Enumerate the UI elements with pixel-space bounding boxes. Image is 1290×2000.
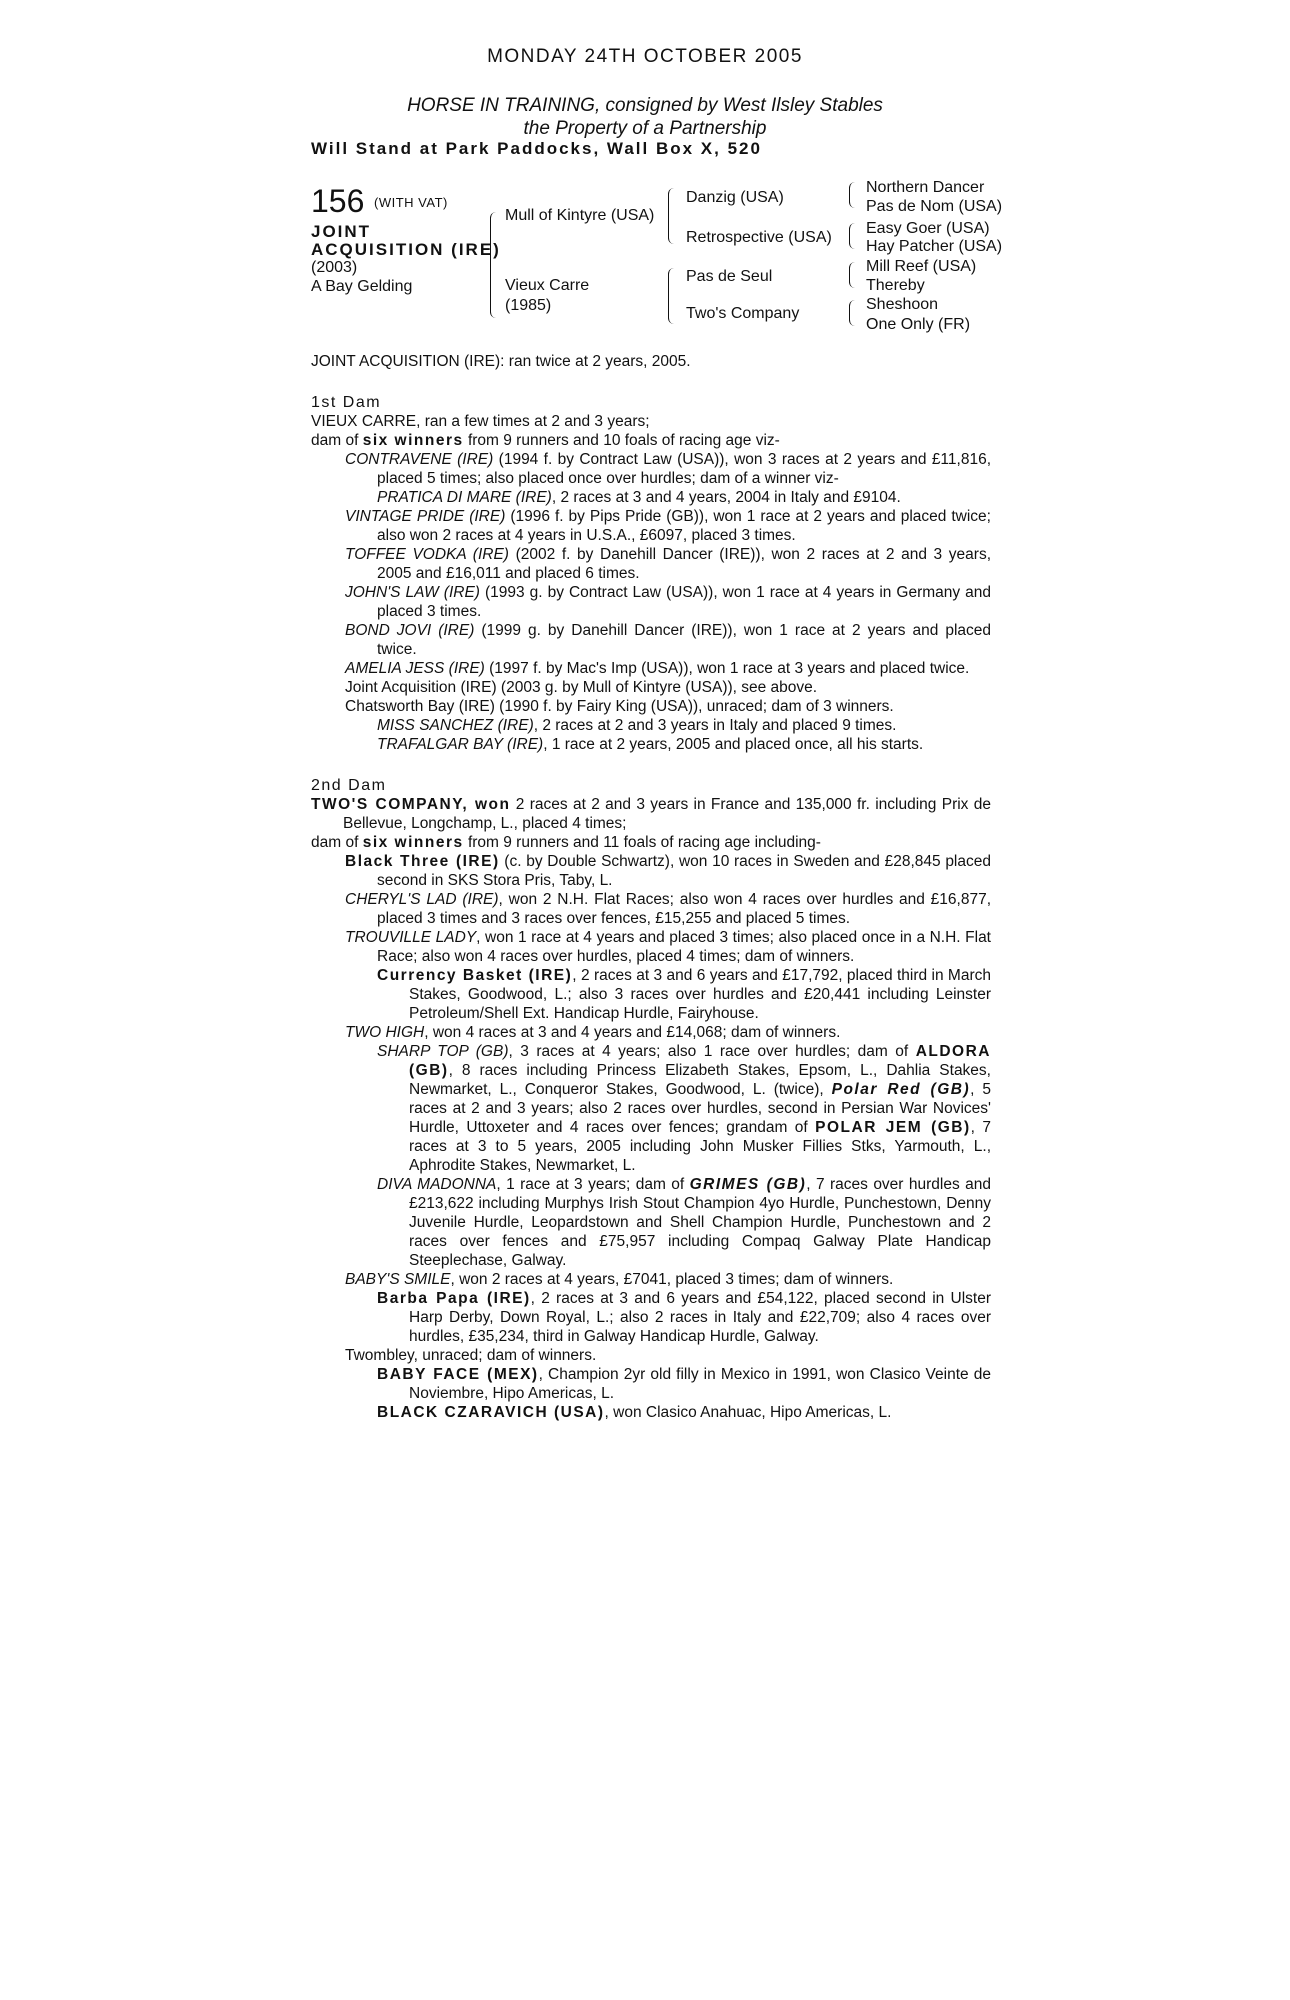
- pedigree-sire-sire: Danzig (USA): [686, 189, 784, 206]
- foaling-year: (2003): [311, 259, 358, 276]
- stand-location: Will Stand at Park Paddocks, Wall Box X, 520: [311, 139, 762, 158]
- produce-entry: CONTRAVENE (IRE) (1994 f. by Contract Law (USA)), won 3 races at 2 years and £11,816, placed 5 times; also placed once over hurdles; dam of a winner viz-: [345, 451, 991, 487]
- produce-entry: TRAFALGAR BAY (IRE), 1 race at 2 years, 2005 and placed once, all his starts.: [377, 736, 924, 753]
- produce-entry: Black Three (IRE) (c. by Double Schwartz), won 10 races in Sweden and £28,845 placed second in SKS Stora Pris, Taby, L.: [345, 853, 991, 889]
- pedigree-brace-dam: [668, 268, 676, 324]
- lot-number: 156: [311, 183, 365, 219]
- pedigree-sire-dam: Retrospective (USA): [686, 229, 832, 246]
- produce-entry: CHERYL'S LAD (IRE), won 2 N.H. Flat Races; also won 4 races over hurdles and £16,877, placed 3 times and 3 races over fences, £15,255 and placed 5 times.: [345, 891, 992, 927]
- produce-entry: TWO HIGH, won 4 races at 3 and 4 years and £14,068; dam of winners.: [345, 1024, 841, 1041]
- first-dam-heading: 1st Dam: [311, 394, 382, 411]
- produce-entry: AMELIA JESS (IRE) (1997 f. by Mac's Imp (USA)), won 1 race at 3 years and placed twice.: [345, 660, 970, 677]
- produce-entry: SHARP TOP (GB), 3 races at 4 years; also 1 race over hurdles; dam of ALDORA (GB), 8 races including Princess Elizabeth Stakes, Epsom, L., Dahlia Stakes, Newmarket, L., Conqueror Stakes, Goodwood, L. (twice), Polar Red (GB), 5 races at 2 and 3 years; also 2 races over hurdles, second in Persian War Novices' Hurdle, Uttoxeter and 4 races over fences; grandam of POLAR JEM (GB), 7 races at 3 to 5 years, 2005 including John Musker Fillies Stks, Yarmouth, L., Aphrodite Stakes, Newmarket, L.: [377, 1043, 991, 1174]
- pedigree-dam: Vieux Carre: [505, 277, 590, 294]
- ownership-line: the Property of a Partnership: [523, 118, 767, 139]
- produce-entry: Joint Acquisition (IRE) (2003 g. by Mull of Kintyre (USA)), see above.: [345, 679, 818, 696]
- produce-entry: Twombley, unraced; dam of winners.: [345, 1347, 597, 1364]
- produce-entry: Barba Papa (IRE), 2 races at 3 and 6 years and £54,122, placed second in Ulster Harp Derby, Down Royal, L.; also 2 races in Italy and £22,709; also 4 races over hurdles, £35,234, third in Galway Handicap Hurdle, Galway.: [377, 1290, 991, 1345]
- produce-entry: Chatsworth Bay (IRE) (1990 f. by Fairy King (USA)), unraced; dam of 3 winners.: [345, 698, 894, 715]
- pedigree-sss: Northern Dancer: [866, 179, 985, 196]
- pedigree-brace-ss: [849, 182, 856, 208]
- pedigree-ssd: Pas de Nom (USA): [866, 198, 1003, 215]
- produce-entry: BLACK CZARAVICH (USA), won Clasico Anahuac, Hipo Americas, L.: [377, 1404, 892, 1421]
- produce-entry: BABY'S SMILE, won 2 races at 4 years, £7041, placed 3 times; dam of winners.: [345, 1271, 894, 1288]
- vat-note: (WITH VAT): [374, 195, 448, 210]
- horse-name-line1: JOINT: [311, 222, 372, 241]
- pedigree-brace-sire: [668, 188, 676, 244]
- race-summary: JOINT ACQUISITION (IRE): ran twice at 2 years, 2005.: [311, 353, 691, 370]
- catalogue-body: [311, 352, 991, 1422]
- produce-entry: DIVA MADONNA, 1 race at 3 years; dam of GRIMES (GB), 7 races over hurdles and £213,622 including Murphys Irish Stout Champion 4yo Hurdle, Punchestown, Denny Juvenile Hurdle, Leopardstown and Shell Champion Hurdle, Punchestown and 2 races over fences and £75,957 including Compaq Galway Plate Handicap Steeplechase, Galway.: [377, 1176, 991, 1269]
- pedigree-dsd: Thereby: [866, 277, 925, 294]
- pedigree-dam-sire: Pas de Seul: [686, 268, 773, 285]
- produce-entry: TROUVILLE LADY, won 1 race at 4 years and placed 3 times; also placed once in a N.H. Flat Race; also won 4 races over hurdles, placed 4 times; dam of winners.: [345, 929, 991, 965]
- second-dam-heading: 2nd Dam: [311, 777, 387, 794]
- pedigree-ddd: One Only (FR): [866, 316, 971, 333]
- horse-name-line2: ACQUISITION (IRE): [311, 240, 501, 259]
- produce-entry: BOND JOVI (IRE) (1999 g. by Danehill Dancer (IRE)), won 1 race at 2 years and placed twice.: [345, 622, 991, 658]
- produce-entry: MISS SANCHEZ (IRE), 2 races at 2 and 3 years in Italy and placed 9 times.: [377, 717, 897, 734]
- produce-entry: BABY FACE (MEX), Champion 2yr old filly in Mexico in 1991, won Clasico Veinte de Noviembre, Hipo Americas, L.: [377, 1366, 991, 1402]
- horse-description: A Bay Gelding: [311, 278, 413, 295]
- pedigree-brace-ds: [849, 262, 856, 288]
- pedigree-sire: Mull of Kintyre (USA): [505, 207, 655, 224]
- sale-date: MONDAY 24TH OCTOBER 2005: [487, 46, 803, 67]
- pedigree-dds: Sheshoon: [866, 296, 939, 313]
- pedigree-dss: Mill Reef (USA): [866, 258, 977, 275]
- second-dam-produce-line: dam of six winners from 9 runners and 11 foals of racing age including-: [311, 834, 821, 851]
- pedigree-sdd: Hay Patcher (USA): [866, 238, 1003, 255]
- produce-entry: JOHN'S LAW (IRE) (1993 g. by Contract Law (USA)), won 1 race at 4 years in Germany and placed 3 times.: [345, 584, 991, 620]
- pedigree-sds: Easy Goer (USA): [866, 220, 990, 237]
- produce-entry: VINTAGE PRIDE (IRE) (1996 f. by Pips Pride (GB)), won 1 race at 2 years and placed twice; also won 2 races at 4 years in U.S.A., £6097, placed 3 times.: [345, 508, 991, 544]
- pedigree-brace-sd: [849, 223, 856, 249]
- pedigree-brace-dd: [849, 300, 856, 326]
- produce-entry: PRATICA DI MARE (IRE), 2 races at 3 and 4 years, 2004 in Italy and £9104.: [377, 489, 901, 506]
- produce-entry: TOFFEE VODKA (IRE) (2002 f. by Danehill Dancer (IRE)), won 2 races at 2 and 3 years, 2005 and £16,011 and placed 6 times.: [345, 546, 991, 582]
- pedigree-dam-year: (1985): [505, 297, 552, 314]
- produce-entry: Currency Basket (IRE), 2 races at 3 and 6 years and £17,792, placed third in March Stakes, Goodwood, L.; also 3 races over hurdles and £20,441 including Leinster Petroleum/Shell Ext. Handicap Hurdle, Fairyhouse.: [377, 967, 991, 1022]
- pedigree-brace-main: [490, 212, 499, 318]
- second-dam-line: TWO'S COMPANY, won 2 races at 2 and 3 years in France and 135,000 fr. including Prix de Bellevue, Longchamp, L., placed 4 times;: [311, 796, 991, 832]
- consignor-line: HORSE IN TRAINING, consigned by West Ilsley Stables: [407, 95, 883, 116]
- first-dam-produce-line: dam of six winners from 9 runners and 10 foals of racing age viz-: [311, 432, 780, 449]
- pedigree-dam-dam: Two's Company: [686, 305, 800, 322]
- first-dam-line: VIEUX CARRE, ran a few times at 2 and 3 years;: [311, 413, 650, 430]
